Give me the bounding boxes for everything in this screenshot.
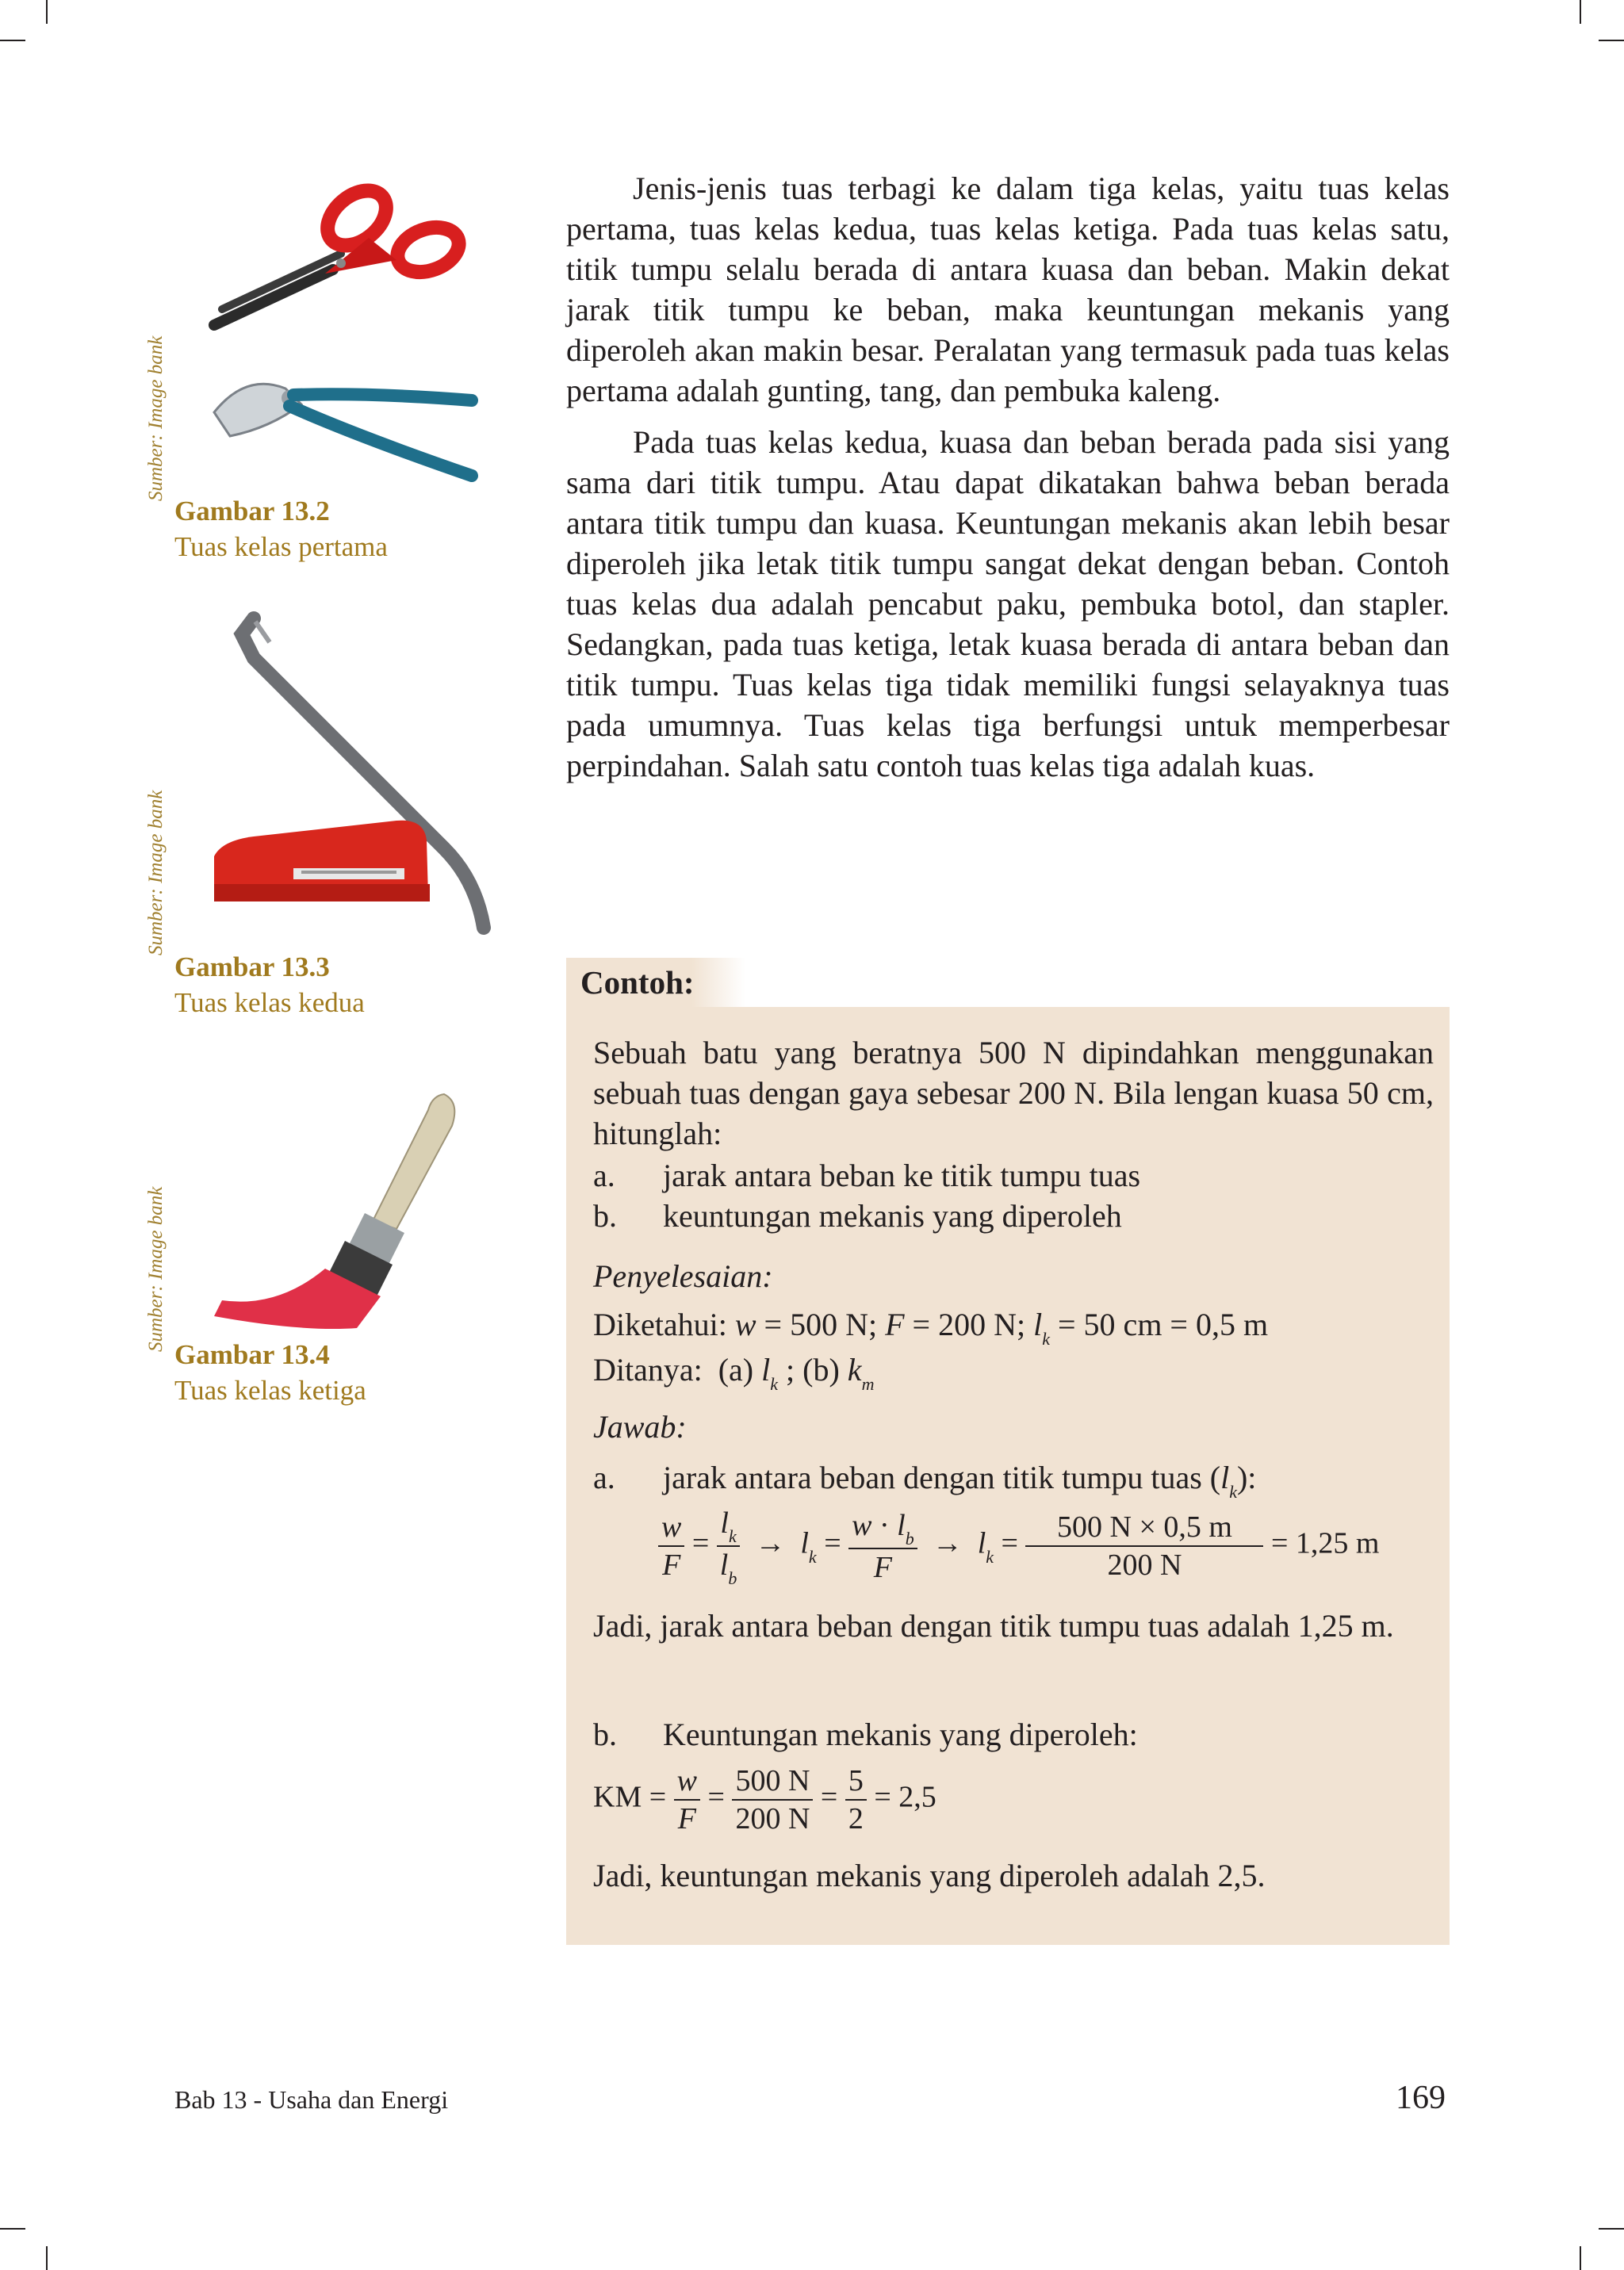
scissors-icon — [214, 180, 465, 325]
figure-caption — [174, 1337, 366, 1408]
pliers-icon — [214, 384, 472, 476]
conclusion-b: Jadi, keuntungan mekanis yang diperoleh adalah 2,5. — [593, 1858, 1266, 1893]
scissors-pliers-image — [198, 174, 484, 492]
list-item: a. jarak antara beban ke titik tumpu tuas — [593, 1158, 1141, 1193]
figure-number: Gambar 13.3 — [174, 951, 330, 982]
paint-brush-icon — [214, 1094, 454, 1329]
crowbar-stapler-image — [206, 611, 492, 936]
paragraph: Pada tuas kelas kedua, kuasa dan beban berada pada sisi yang sama dari titik tumpu. Atau dapat dikatakan bahwa beban berada antara titik tumpu dan kuasa. Keuntungan mekanis akan lebih besar diperoleh jika letak titik tumpu sangat dekat dengan beban. Contoh tuas kelas dua adalah pencabut paku, pembuka botol, dan stapler. Sedangkan, pada tuas ketiga, letak kuasa berada di antara beban dan titik tumpu. Tuas kelas tiga tidak memiliki fungsi selayaknya tuas pada umumnya. Tuas kelas tiga berfungsi untuk memperbesar perpindahan. Salah satu contoh tuas kelas tiga adalah kuas. — [566, 424, 1450, 783]
figure-title: Tuas kelas pertama — [174, 531, 388, 562]
formula-km: KM = $\frac{w}{F}$ = $\frac{500 N}{200 N}$ = $\frac{5}{2}$ = 2,5 — [593, 1764, 936, 1836]
crop-mark — [46, 2246, 48, 2270]
main-text — [566, 168, 1450, 797]
crop-mark — [1599, 2228, 1624, 2230]
crop-mark — [46, 0, 48, 24]
solution-label: Penyelesaian: — [593, 1258, 773, 1294]
asked-values: Ditanya: (a) $l_k$ ; (b) $k_m$ — [593, 1352, 875, 1394]
figure-source: Sumber: Image bank — [145, 1186, 167, 1352]
figure-title: Tuas kelas ketiga — [174, 1375, 366, 1406]
crop-mark — [0, 40, 25, 41]
example-heading: Contoh: — [566, 958, 745, 1007]
answer-b: b. Keuntungan mekanis yang diperoleh: — [593, 1717, 1138, 1752]
answer-a: a. jarak antara beban dengan titik tumpu tuas $(l_k)$: — [593, 1460, 1257, 1502]
paint-brush-image — [206, 1086, 468, 1340]
crop-mark — [0, 2228, 25, 2230]
known-values: Diketahui: w = 500 N; F = 200 N; $l_k = 50$ cm = 0,5 m — [593, 1307, 1269, 1349]
crop-mark — [1580, 2246, 1581, 2270]
figure-source: Sumber: Image bank — [145, 790, 167, 955]
chapter-footer: Bab 13 - Usaha dan Energi — [174, 2085, 449, 2114]
conclusion-a: Jadi, jarak antara beban dengan titik tumpu tuas adalah 1,25 m. — [593, 1608, 1394, 1644]
figure-source: Sumber: Image bank — [145, 335, 167, 501]
figure-caption — [174, 493, 388, 565]
stapler-icon — [214, 821, 430, 901]
page-number: 169 — [1396, 2080, 1446, 2116]
figure-caption — [174, 949, 365, 1020]
crop-mark — [1580, 0, 1581, 24]
list-item: b. keuntungan mekanis yang diperoleh — [593, 1198, 1122, 1234]
figure-number: Gambar 13.4 — [174, 1339, 330, 1370]
figure-title: Tuas kelas kedua — [174, 987, 365, 1018]
example-problem: Sebuah batu yang beratnya 500 N dipindahkan menggunakan sebuah tuas dengan gaya sebesar 200 N. Bila lengan kuasa 50 cm, hitunglah: — [593, 1035, 1434, 1151]
figure-number: Gambar 13.2 — [174, 496, 330, 526]
crop-mark — [1599, 40, 1624, 41]
paragraph: Jenis-jenis tuas terbagi ke dalam tiga kelas, yaitu tuas kelas pertama, tuas kelas kedua, tuas kelas ketiga. Pada tuas kelas satu, titik tumpu selalu berada di antara kuasa dan beban. Makin dekat jarak titik tumpu ke beban, maka keuntungan mekanis yang diperoleh akan makin besar. Peralatan yang termasuk pada tuas kelas pertama adalah gunting, tang, dan pembuka kaleng. — [566, 170, 1450, 408]
answer-label: Jawab: — [593, 1409, 687, 1445]
formula-lever: $\frac{w}{F}$ = $\frac{l_k}{l_b}$ → $l_k$ = $\frac{w \cdot l_b}{F}$ → $l_k$ = $\frac{500 N \times 0,5 m}{200 N}$ = 1,25 m — [658, 1505, 1499, 1587]
